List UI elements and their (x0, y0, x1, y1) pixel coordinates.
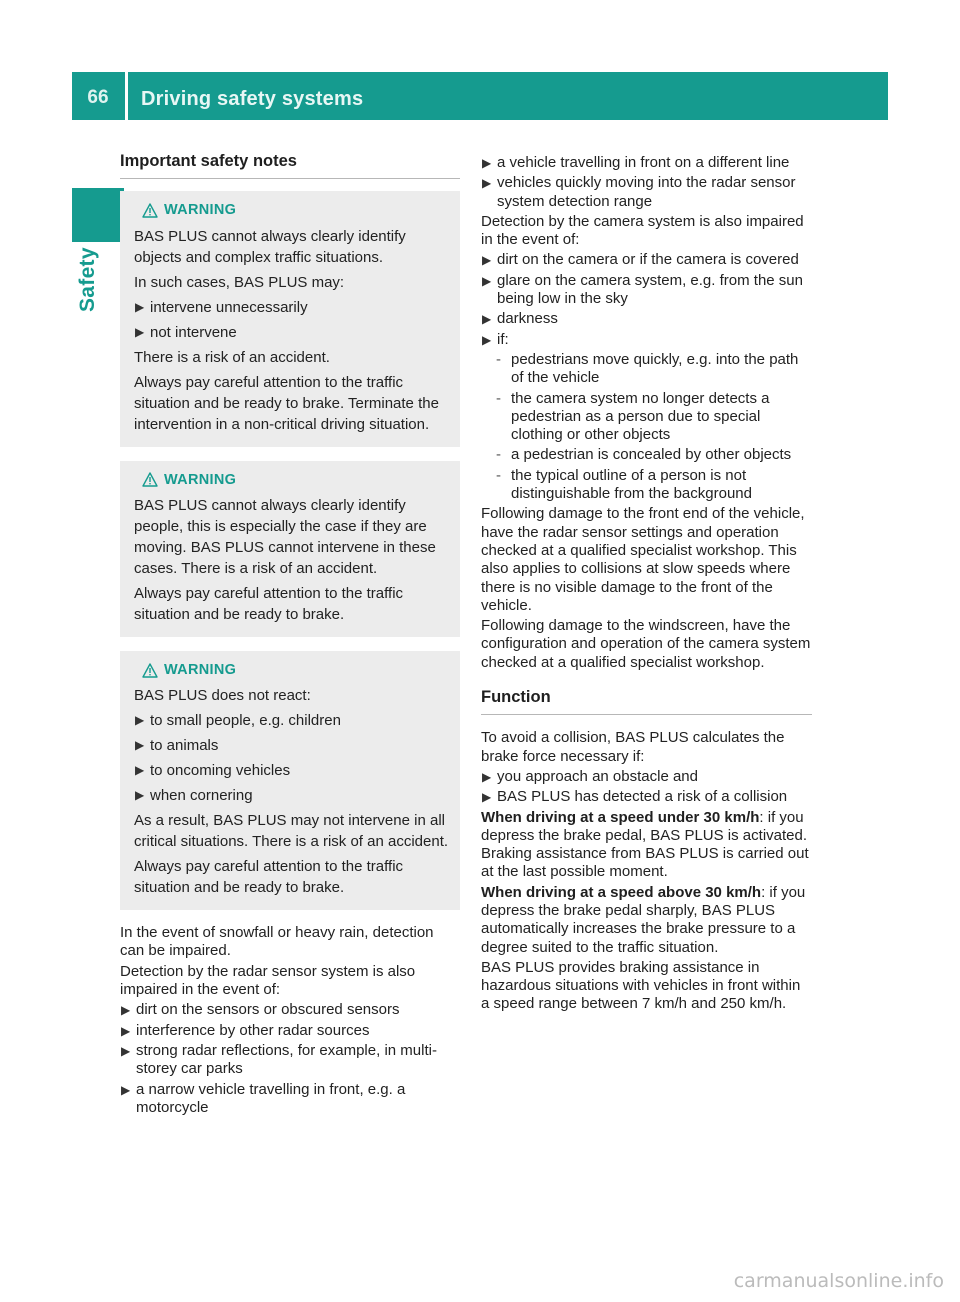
sub-list-item: - the camera system no longer detects a pedestrian as a person due to special clothing or other objects (496, 389, 770, 444)
bullet-marker-icon: ▶ (482, 176, 492, 191)
body-text: In the event of snowfall or heavy rain, detection can be impaired. (120, 924, 434, 960)
warning-text: Always pay careful attention to the traffic situation and be ready to brake. (134, 584, 404, 623)
speed-under-30-paragraph: When driving at a speed under 30 km/h: if you depress the brake pedal, BAS PLUS is activated. Braking assistance from BAS PLUS is carried out at the last possible moment. (481, 808, 809, 881)
side-tab-label: Safety (76, 247, 99, 312)
body-text: Detection by the radar sensor system is also impaired in the event of: (120, 962, 416, 999)
bullet-marker-icon: ▶ (121, 1003, 131, 1018)
page-number: 66 (87, 87, 109, 108)
warning-header (142, 661, 450, 679)
list-item: ▶ BAS PLUS has detected a risk of a collision (482, 788, 788, 806)
bullet-marker-icon: ▶ (121, 1082, 131, 1097)
list-item: ▶ a narrow vehicle travelling in front, e.g. a motorcycle (121, 1080, 406, 1116)
list-item: ▶ dirt on the sensors or obscured sensors (121, 1001, 400, 1019)
warning-text: There is a risk of an accident. (134, 348, 330, 366)
list-item: ▶ darkness (482, 310, 558, 328)
left-column (120, 150, 460, 1119)
body-text: To avoid a collision, BAS PLUS calculates the brake force necessary if: (481, 729, 785, 765)
sub-list-item: - the typical outline of a person is not distinguishable from the background (496, 466, 752, 503)
warning-triangle-icon (142, 663, 158, 678)
list-item: ▶ intervene unnecessarily (135, 298, 308, 316)
list-item: ▶ to oncoming vehicles (135, 762, 291, 780)
dash-marker-icon: - (496, 446, 501, 464)
warning-triangle-icon (142, 203, 158, 218)
bullet-marker-icon: ▶ (482, 273, 492, 288)
sub-list-item: - pedestrians move quickly, e.g. into the path of the vehicle (496, 350, 799, 387)
list-item: ▶ strong radar reflections, for example, in multi-storey car parks (121, 1041, 437, 1078)
dash-marker-icon: - (496, 350, 501, 368)
body-text: BAS PLUS provides braking assistance in hazardous situations with vehicles in front within a speed range between 7 km/h and 250 km/h. (481, 958, 801, 1013)
section-title-important-safety-notes: Important safety notes (120, 150, 460, 179)
speed-above-30-paragraph: When driving at a speed above 30 km/h: if you depress the brake pedal sharply, BAS PLUS automatically increases the brake pressure to a degree suited to the traffic situation. (481, 883, 806, 956)
list-item: ▶ a vehicle travelling in front on a different line (482, 154, 790, 171)
bullet-marker-icon: ▶ (482, 790, 492, 805)
list-item: ▶ dirt on the camera or if the camera is covered (482, 251, 799, 269)
warning-box-2 (120, 461, 460, 637)
list-item: ▶ not intervene (135, 323, 237, 341)
bullet-marker-icon: ▶ (121, 1023, 131, 1038)
list-item: ▶ to animals (135, 737, 219, 755)
dash-marker-icon: - (496, 389, 501, 407)
body-text: Following damage to the windscreen, have the configuration and operation of the camera system checked at a qualified specialist workshop. (481, 617, 811, 671)
camera-impairment-list (481, 251, 812, 348)
list-item: ▶ interference by other radar sources (121, 1021, 370, 1039)
bullet-marker-icon: ▶ (135, 788, 145, 803)
bullet-marker-icon: ▶ (135, 324, 145, 339)
warning-text: Always pay careful attention to the traffic situation and be ready to brake. Terminate the intervention in a non-critical driving situation. (134, 373, 439, 433)
side-tab-marker (72, 188, 124, 242)
dash-marker-icon: - (496, 466, 501, 484)
header-divider (125, 72, 128, 120)
camera-sub-list (495, 351, 812, 503)
warning-text: As a result, BAS PLUS may not intervene in all critical situations. There is a risk of an accident. (134, 812, 449, 851)
bullet-marker-icon: ▶ (482, 312, 492, 327)
warning-header (142, 471, 450, 489)
warning-box-3 (120, 651, 460, 910)
function-conditions-list (481, 768, 812, 807)
list-item: ▶ if: (482, 330, 509, 348)
bullet-marker-icon: ▶ (135, 738, 145, 753)
warning-title: WARNING (164, 471, 237, 488)
watermark: carmanualsonline.info (733, 1270, 944, 1292)
list-item: ▶ you approach an obstacle and (482, 767, 698, 785)
radar-impairment-list (120, 1001, 460, 1117)
bullet-marker-icon: ▶ (482, 156, 492, 170)
bullet-marker-icon: ▶ (482, 253, 492, 268)
warning-text: Always pay careful attention to the traffic situation and be ready to brake. (134, 858, 404, 897)
warning-text: BAS PLUS cannot always clearly identify people, this is especially the case if they are moving. BAS PLUS cannot intervene in these cases. There is a risk of an accident. (134, 496, 436, 577)
bullet-marker-icon: ▶ (482, 332, 492, 347)
warning-text: In such cases, BAS PLUS may: (134, 273, 345, 291)
body-text: Detection by the camera system is also impaired in the event of: (481, 212, 804, 249)
warning-triangle-icon (142, 472, 158, 487)
list-item: ▶ to small people, e.g. children (135, 712, 341, 730)
warning-text: BAS PLUS does not react: (134, 687, 311, 705)
list-item: ▶ vehicles quickly moving into the radar sensor system detection range (482, 174, 796, 210)
warning-header (142, 201, 450, 219)
bullet-marker-icon: ▶ (482, 769, 492, 784)
bullet-marker-icon: ▶ (135, 763, 145, 778)
bullet-marker-icon: ▶ (135, 299, 145, 314)
sub-list-item: - a pedestrian is concealed by other objects (496, 446, 792, 464)
right-column (481, 154, 812, 1016)
warning-title: WARNING (164, 661, 237, 678)
warning-list (134, 297, 450, 343)
body-text: Following damage to the front end of the vehicle, have the radar sensor settings and operation checked at a qualified specialist workshop. This also applies to collisions at slow speeds where there is no visible damage to the front of the vehicle. (481, 505, 805, 614)
bullet-marker-icon: ▶ (121, 1043, 131, 1058)
warning-title: WARNING (164, 202, 237, 219)
list-item: ▶ glare on the camera system, e.g. from the sun being low in the sky (482, 271, 803, 308)
chapter-title: Driving safety systems (141, 88, 364, 110)
radar-impairment-list-continued (481, 154, 812, 211)
bullet-marker-icon: ▶ (135, 713, 145, 728)
section-title-function: Function (481, 686, 812, 715)
warning-text: BAS PLUS cannot always clearly identify objects and complex traffic situations. (134, 227, 406, 266)
list-item: ▶ when cornering (135, 787, 253, 805)
warning-list (134, 710, 450, 806)
warning-box-1 (120, 191, 460, 446)
